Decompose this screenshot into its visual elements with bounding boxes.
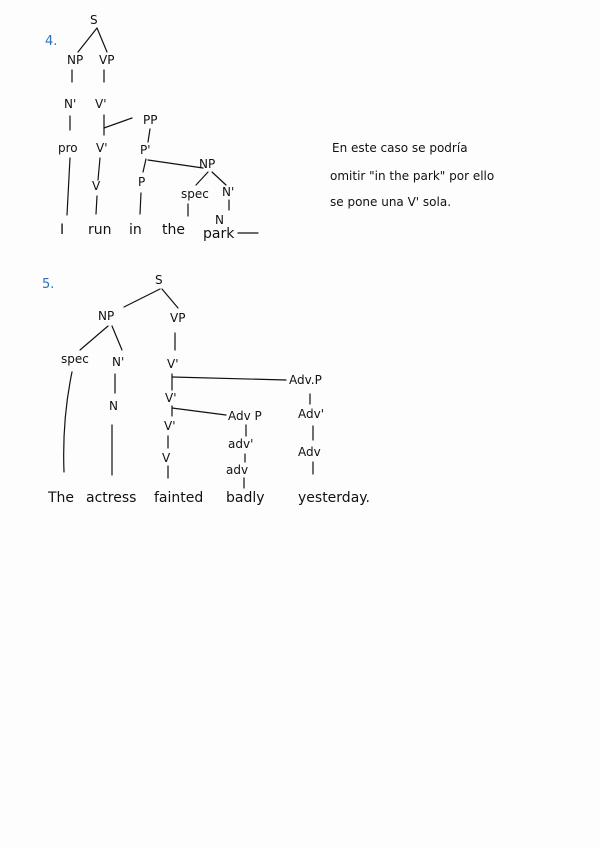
tree-4-node-p: P — [138, 175, 146, 189]
tree-4-word: run — [88, 222, 112, 238]
tree-4-node-vbar: V' — [95, 97, 107, 111]
tree-4-node-n: N — [215, 213, 224, 227]
tree-4-word: I — [60, 222, 65, 238]
tree-4-edge — [104, 118, 132, 128]
tree-4-node-pp: PP — [143, 113, 158, 127]
tree-4-node-nbar2: N' — [222, 185, 235, 199]
tree-4-edge — [97, 28, 107, 52]
tree-5-node-s: S — [155, 273, 163, 287]
tree-5-edge — [124, 289, 160, 307]
tree-4-number: 4. — [45, 34, 58, 49]
tree-4-edge — [143, 159, 146, 172]
tree-5-word: actress — [86, 490, 137, 506]
tree-4-node-np2: NP — [199, 157, 216, 171]
tree-4-note-line: se pone una V' sola. — [330, 195, 452, 209]
tree-4-edge — [196, 172, 208, 185]
tree-4 — [45, 13, 494, 242]
tree-5-edge — [172, 377, 286, 380]
tree-5-node-advp2: Adv P — [228, 409, 262, 423]
tree-5-edge — [80, 326, 108, 350]
tree-5-word: fainted — [154, 490, 204, 506]
tree-5-number: 5. — [42, 277, 55, 292]
tree-5-word: badly — [226, 490, 265, 506]
tree-5-node-vbar3: V' — [164, 419, 176, 433]
tree-4-edge — [67, 158, 70, 215]
tree-5-edge — [112, 326, 122, 350]
tree-5-edge — [172, 408, 226, 415]
tree-5-node-spec: spec — [61, 352, 89, 366]
tree-4-edge — [98, 158, 100, 180]
tree-4-node-vbar2: V' — [96, 141, 108, 155]
tree-5-node-vbar1: V' — [167, 357, 179, 371]
tree-5-node-advbar2: adv' — [228, 437, 254, 451]
tree-5-node-np: NP — [98, 309, 115, 323]
tree-4-edge — [96, 196, 97, 214]
tree-4-edge — [140, 193, 141, 214]
tree-4-node-spec: spec — [181, 187, 209, 201]
tree-4-node-pro: pro — [58, 141, 78, 155]
tree-4-node-vp: VP — [99, 53, 115, 67]
tree-5-node-adv1: Adv — [298, 445, 321, 459]
tree-5-node-advbar1: Adv' — [298, 407, 325, 421]
tree-5-edge — [162, 289, 178, 308]
tree-4-node-pbar: P' — [140, 143, 151, 157]
tree-4-word: in — [129, 222, 142, 238]
tree-5-node-v: V — [162, 451, 171, 465]
tree-4-edge — [148, 160, 203, 168]
tree-5-node-n: N — [109, 399, 118, 413]
tree-5 — [42, 273, 370, 506]
tree-4-word: park — [203, 226, 235, 242]
tree-5-word: The — [48, 490, 75, 506]
tree-5-edge — [64, 372, 72, 472]
tree-5-node-adv2: adv — [226, 463, 249, 477]
tree-4-node-s: S — [90, 13, 98, 27]
tree-4-edge — [148, 129, 150, 142]
tree-5-word: yesterday. — [298, 490, 371, 506]
tree-5-node-advp1: Adv.P — [289, 373, 322, 387]
tree-5-node-nbar: N' — [112, 355, 125, 369]
tree-5-node-vbar2: V' — [165, 391, 177, 405]
tree-4-node-nbar: N' — [64, 97, 77, 111]
tree-4-edge — [212, 172, 226, 185]
tree-4-note-line: omitir "in the park" por ello — [330, 169, 495, 183]
tree-4-word: the — [162, 222, 185, 238]
tree-4-edge — [78, 28, 97, 52]
tree-4-note-line: En este caso se podría — [332, 141, 468, 155]
tree-4-node-v: V — [92, 179, 101, 193]
tree-4-node-np: NP — [67, 53, 84, 67]
tree-5-node-vp: VP — [170, 311, 186, 325]
